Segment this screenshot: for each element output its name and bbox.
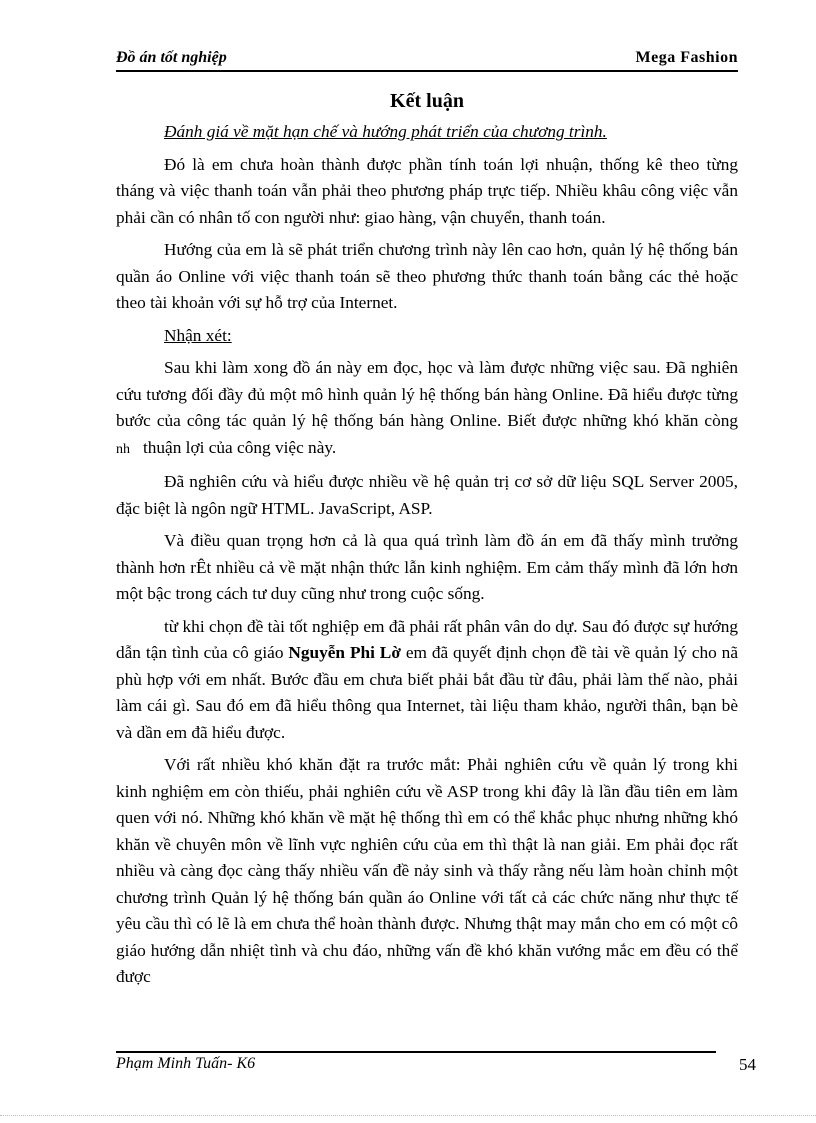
paragraph-learned-part1: Sau khi làm xong đồ án này em đọc, học và làm được những việc sau. Đã nghiên cứu tương đối đầy đủ một mô hình quản lý hệ thống bán hàng Online. Đã hiểu được từng bước của công tác quản lý hệ thống bán hàng Online. Biết được những khó khăn còng [116,358,738,430]
page-number: 54 [739,1055,756,1074]
subheading-comments: Nhận xét: [164,325,232,345]
footer-author: Phạm Minh Tuấn- K6 [116,1055,256,1072]
footer-divider [116,1051,716,1053]
subheading-limitations: Đánh giá về mặt hạn chế và hướng phát triển của chương trình. [164,122,607,141]
paragraph-development: Hướng của em là sẽ phát triển chương trình này lên cao hơn, quản lý hệ thống bán quần áo Online với việc thanh toán sẽ theo phương thức thanh toán bằng các thẻ hoặc theo tài khoản với sự hỗ trợ của Internet. [116,240,738,312]
paragraph-topic-part2: em đã quyết định chọn đề tài về quản lý cho nã phù hợp với em nhất. Bước đầu em chưa biết phải bắt đầu từ đâu, phải làm thế nào, phải làm cái gì. Sau đó em đã hiểu thông qua Internet, tài liệu tham khảo, người thân, bạn bè và dần em đã hiểu được. [116,643,738,742]
paragraph-limitations: Đó là em chưa hoàn thành được phần tính toán lợi nhuận, thống kê theo từng tháng và việc thanh toán vẫn phải theo phương pháp trực tiếp. Nhiều khâu công việc vẫn phải cần có nhân tố con người như: giao hàng, vận chuyển, thanh toán. [116,154,738,227]
header-left-title: Đồ án tốt nghiệp [116,49,227,66]
paragraph-sql: Đã nghiên cứu và hiểu được nhiều về hệ quản trị cơ sở dữ liệu SQL Server 2005, đặc biệt là ngôn ngữ HTML. JavaScript, ASP. [116,472,738,518]
paragraph-learned-part2: thuận lợi của công việc này. [142,437,337,457]
paragraph-learned-nh: nh [116,441,130,457]
paragraph-topic-choice [116,614,738,747]
header-right-title: Mega Fashion [635,49,738,66]
advisor-name: Nguyễn Phi Lờ [288,643,401,662]
paragraph-topic-part1: từ khi chọn đề tài tốt nghiệp em đã phải rất phân vân do dự. Sau đó được sự hướng dẫn tận tình của cô giáo [116,616,738,662]
paragraph-learned [116,355,738,463]
section-title: Kết luận [390,90,464,112]
page-header [116,46,738,72]
page-footer [116,1055,756,1075]
paragraph-difficulties: Với rất nhiều khó khăn đặt ra trước mắt: Phải nghiên cứu về quản lý trong khi kinh nghiệm em còn thiếu, phải nghiên cứu về ASP trong khi đây là lần đầu tiên em làm quen với nó. Những khó khăn về mặt hệ thống thì em có thể khắc phục nhưng những khó khăn về chuyên môn về lĩnh vực nghiên cứu của em thì thật là nan giải. Em phải đọc rất nhiều và càng đọc càng thấy nhiều vấn đề nảy sinh và thấy rằng nếu làm hoàn chỉnh một chương trình Quản lý hệ thống bán quần áo Online với tất cả các chức năng như thực tế yêu cầu thì có lẽ là em chưa thể hoàn thành được. Nhưng thật may mắn cho em có một cô giáo hướng dẫn nhiệt tình và chu đáo, những vấn đề khó khăn vướng mắc em đều có thể được [116,755,738,986]
page-body [116,88,738,996]
page-bottom-edge [0,1115,816,1116]
paragraph-growth: Và điều quan trọng hơn cả là qua quá trình làm đồ án em đã thấy mình trưởng thành hơn rÊt nhiều cả về mặt nhận thức lẫn kinh nghiệm. Em cảm thấy mình đã lớn hơn một bậc trong cách tư duy cũng như trong cuộc sống. [116,531,738,603]
